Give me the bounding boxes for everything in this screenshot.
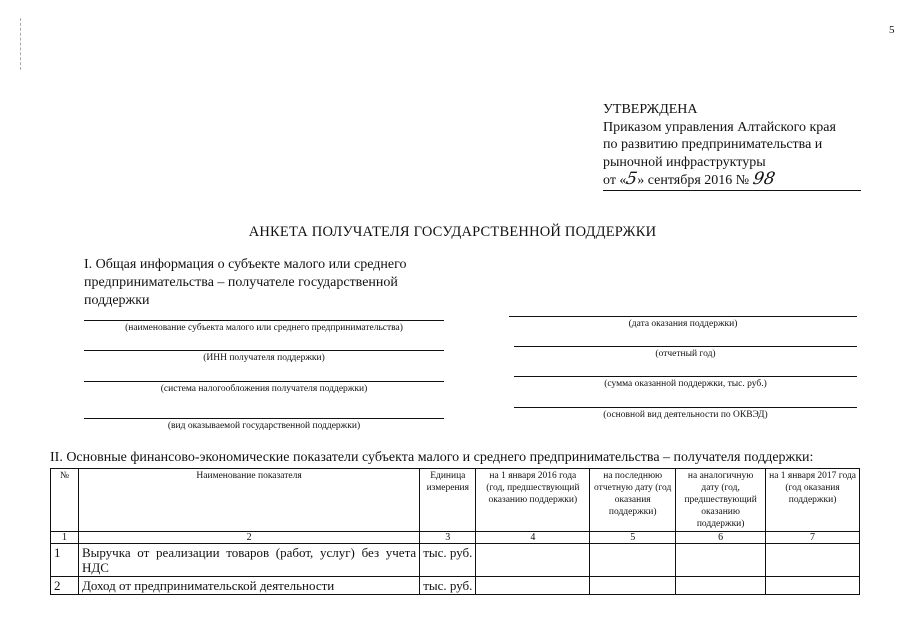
table-header-row bbox=[51, 469, 860, 532]
row-value-cell[interactable] bbox=[476, 544, 590, 577]
row-indicator-name: Доход от предпринимательской деятельности bbox=[78, 577, 419, 595]
column-header: на аналогичную дату (год, предшествующий оказанию поддержки) bbox=[676, 469, 766, 532]
indicators-table bbox=[50, 468, 860, 595]
field-reporting-year[interactable] bbox=[514, 346, 857, 359]
row-unit: тыс. руб. bbox=[420, 577, 476, 595]
field-okved[interactable] bbox=[514, 407, 857, 420]
row-value-cell[interactable] bbox=[766, 544, 860, 577]
column-number: 2 bbox=[78, 532, 419, 544]
approval-line-2: по развитию предпринимательства и bbox=[603, 137, 823, 152]
field-caption: (отчетный год) bbox=[655, 349, 716, 359]
table-row bbox=[51, 577, 860, 595]
page-number: 5 bbox=[889, 24, 895, 36]
approval-line-1: Приказом управления Алтайского края bbox=[603, 119, 836, 135]
field-line bbox=[84, 320, 444, 321]
field-line bbox=[84, 381, 444, 382]
column-number: 3 bbox=[420, 532, 476, 544]
section-2-heading: II. Основные финансово-экономические показатели субъекта малого и среднего предпринимательства – получателя поддержки: bbox=[50, 450, 814, 465]
approval-order-number: 98 bbox=[751, 169, 777, 189]
row-number: 1 bbox=[51, 544, 79, 577]
column-number: 4 bbox=[476, 532, 590, 544]
column-number: 6 bbox=[676, 532, 766, 544]
row-value-cell[interactable] bbox=[676, 577, 766, 595]
field-line bbox=[514, 376, 857, 377]
row-value-cell[interactable] bbox=[676, 544, 766, 577]
field-line bbox=[509, 316, 857, 317]
field-support-type[interactable] bbox=[84, 418, 444, 431]
column-number: 1 bbox=[51, 532, 79, 544]
field-caption: (ИНН получателя поддержки) bbox=[203, 353, 325, 363]
document-title: АНКЕТА ПОЛУЧАТЕЛЯ ГОСУДАРСТВЕННОЙ ПОДДЕРЖКИ bbox=[248, 224, 657, 240]
field-inn[interactable] bbox=[84, 350, 444, 363]
column-number: 5 bbox=[590, 532, 676, 544]
field-line bbox=[514, 407, 857, 408]
row-value-cell[interactable] bbox=[590, 544, 676, 577]
approval-date-day: 5 bbox=[624, 169, 640, 189]
column-header: на последнюю отчетную дату (год оказания поддержки) bbox=[590, 469, 676, 532]
column-header: № bbox=[51, 469, 79, 532]
row-unit: тыс. руб. bbox=[420, 544, 476, 577]
row-indicator-name: Выручка от реализации товаров (работ, услуг) без учета НДС bbox=[78, 544, 419, 577]
field-caption: (наименование субъекта малого или среднего предпринимательства) bbox=[125, 323, 403, 333]
approval-heading: УТВЕРЖДЕНА bbox=[603, 102, 698, 117]
binding-margin-marks bbox=[20, 18, 23, 70]
approval-date-month-year: » сентября 2016 № bbox=[637, 173, 750, 188]
row-value-cell[interactable] bbox=[766, 577, 860, 595]
field-subject-name[interactable] bbox=[84, 320, 444, 333]
approval-date-prefix: от « bbox=[603, 173, 627, 188]
field-caption: (дата оказания поддержки) bbox=[628, 319, 738, 329]
column-number: 7 bbox=[766, 532, 860, 544]
field-tax-system[interactable] bbox=[84, 381, 444, 394]
column-number-row bbox=[51, 532, 860, 544]
column-header: Единица измерения bbox=[420, 469, 476, 532]
field-caption: (основной вид деятельности по ОКВЭД) bbox=[603, 410, 768, 420]
field-line bbox=[514, 346, 857, 347]
approval-line-3: рыночной инфраструктуры bbox=[603, 154, 766, 170]
field-support-date[interactable] bbox=[509, 316, 857, 329]
table-row bbox=[51, 544, 860, 577]
column-header: на 1 января 2016 года (год, предшествующий оказанию поддержки) bbox=[476, 469, 590, 532]
section-1-heading: I. Общая информация о субъекте малого или среднего предпринимательства – получателе государственной поддержки bbox=[84, 257, 407, 308]
column-header: на 1 января 2017 года (год оказания поддержки) bbox=[766, 469, 860, 532]
field-line bbox=[84, 350, 444, 351]
approval-stamp-block bbox=[603, 101, 861, 191]
field-line bbox=[84, 418, 444, 419]
row-number: 2 bbox=[51, 577, 79, 595]
row-value-cell[interactable] bbox=[476, 577, 590, 595]
approval-date-line bbox=[603, 171, 861, 191]
row-value-cell[interactable] bbox=[590, 577, 676, 595]
field-caption: (сумма оказанной поддержки, тыс. руб.) bbox=[604, 379, 767, 389]
column-header: Наименование показателя bbox=[78, 469, 419, 532]
field-caption: (система налогообложения получателя поддержки) bbox=[160, 384, 368, 394]
field-support-amount[interactable] bbox=[514, 376, 857, 389]
field-caption: (вид оказываемой государственной поддержки) bbox=[167, 421, 361, 431]
